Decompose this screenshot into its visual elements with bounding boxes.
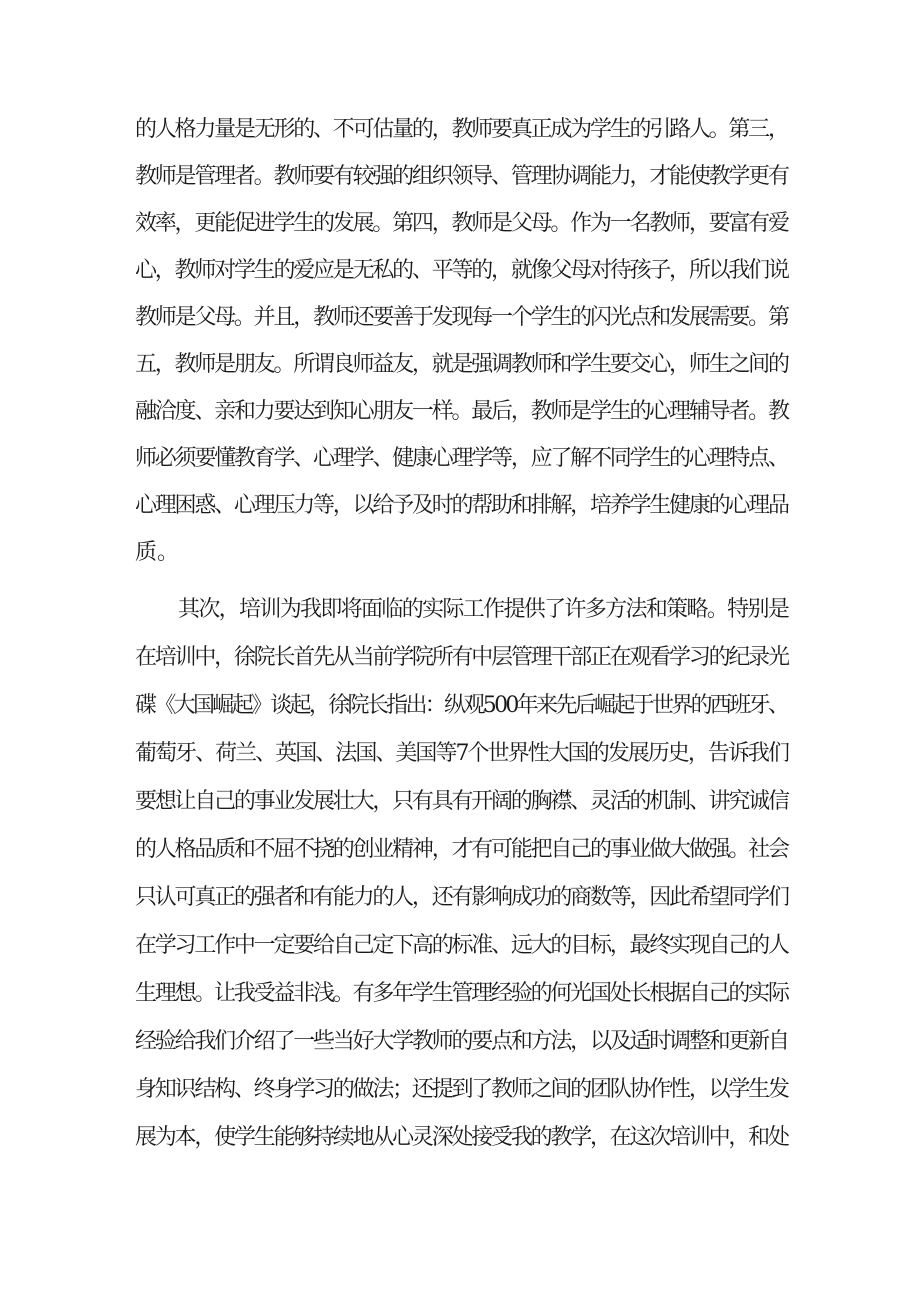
text-line: 身知识结构、终身学习的做法；还提到了教师之间的团队协作性，以学生发 [135,1077,788,1102]
text-line: 在学习工作中一定要给自己定下高的标准、远大的目标，最终实现自己的人 [135,933,788,958]
text-line: 心理困惑、心理压力等，以给予及时的帮助和排解，培养学生健康的心理品 [135,493,788,518]
text-line: 生理想。让我受益非浅。有多年学生管理经验的何光国处长根据自己的实际 [135,981,788,1006]
text-line: 展为本，使学生能够持续地从心灵深处接受我的教学，在这次培训中，和处 [135,1125,788,1150]
text-line: 只认可真正的强者和有能力的人，还有影响成功的商数等，因此希望同学们 [135,885,788,910]
text-line: 的人格品质和不屈不挠的创业精神，才有可能把自己的事业做大做强。社会 [135,837,788,862]
text-line: 师必须要懂教育学、心理学、健康心理学等，应了解不同学生的心理特点、 [135,446,788,471]
text-line: 融洽度、亲和力要达到知心朋友一样。最后，教师是学生的心理辅导者。教 [135,399,788,424]
text-line: 经验给我们介绍了一些当好大学教师的要点和方法，以及适时调整和更新自 [135,1029,788,1054]
text-line: 心，教师对学生的爱应是无私的、平等的，就像父母对待孩子，所以我们说 [135,258,788,283]
text-line: 教师是父母。并且，教师还要善于发现每一个学生的闪光点和发展需要。第 [135,305,788,330]
text-line: 效率，更能促进学生的发展。第四，教师是父母。作为一名教师，要富有爱 [135,211,788,236]
text-line: 教师是管理者。教师要有较强的组织领导、管理协调能力，才能使教学更有 [135,164,788,189]
text-line: 葡萄牙、荷兰、英国、法国、美国等7个世界性大国的发展历史，告诉我们 [135,741,788,766]
text-line: 要想让自己的事业发展壮大，只有具有开阔的胸襟、灵活的机制、讲究诚信 [135,789,788,814]
text-line: 碟《大国崛起》谈起，徐院长指出：纵观500年来先后崛起于世界的西班牙、 [135,693,788,718]
text-line: 五，教师是朋友。所谓良师益友，就是强调教师和学生要交心，师生之间的 [135,352,788,377]
text-line: 的人格力量是无形的、不可估量的，教师要真正成为学生的引路人。第三， [135,117,788,142]
text-line: 其次，培训为我即将面临的实际工作提供了许多方法和策略。特别是 [178,597,789,622]
text-line: 质。 [135,540,180,565]
text-line: 在培训中，徐院长首先从当前学院所有中层管理干部正在观看学习的纪录光 [135,645,788,670]
